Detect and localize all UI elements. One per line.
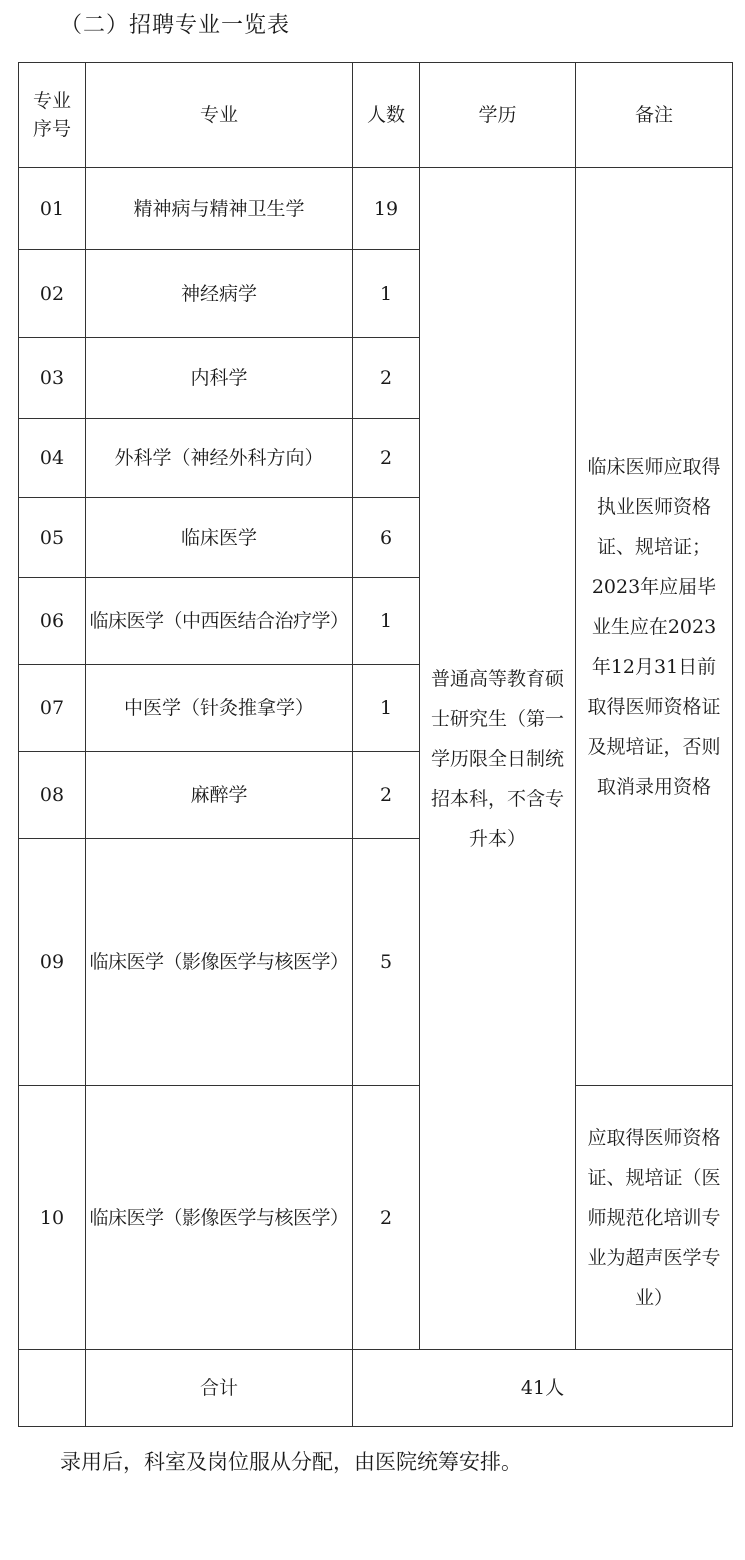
row-count: 6	[353, 498, 420, 578]
header-major: 专业	[86, 63, 353, 168]
remark-cell-2: 应取得医师资格证、规培证（医师规范化培训专业为超声医学专业）	[576, 1086, 733, 1350]
page-title: （二）招聘专业一览表	[60, 13, 291, 38]
row-count: 5	[353, 839, 420, 1086]
header-count: 人数	[353, 63, 420, 168]
row-seq: 02	[19, 250, 86, 338]
row-seq: 06	[19, 578, 86, 665]
row-count: 2	[353, 338, 420, 419]
total-row	[19, 1350, 733, 1427]
table-row	[19, 1086, 733, 1350]
total-label: 合计	[86, 1350, 353, 1427]
education-cell: 普通高等教育硕士研究生（第一学历限全日制统招本科，不含专升本）	[420, 168, 576, 1350]
row-major: 麻醉学	[86, 752, 353, 839]
table-row	[19, 168, 733, 250]
row-seq: 05	[19, 498, 86, 578]
row-major: 内科学	[86, 338, 353, 419]
row-count: 1	[353, 665, 420, 752]
row-count: 1	[353, 578, 420, 665]
row-count: 19	[353, 168, 420, 250]
row-major: 中医学（针灸推拿学）	[86, 665, 353, 752]
row-major: 临床医学（影像医学与核医学）	[86, 1086, 353, 1350]
row-major: 精神病与精神卫生学	[86, 168, 353, 250]
row-seq: 10	[19, 1086, 86, 1350]
row-count: 2	[353, 1086, 420, 1350]
row-seq: 07	[19, 665, 86, 752]
row-seq: 03	[19, 338, 86, 419]
header-seq: 专业序号	[19, 63, 86, 168]
row-count: 1	[353, 250, 420, 338]
total-empty-cell	[19, 1350, 86, 1427]
row-major: 临床医学（中西医结合治疗学）	[86, 578, 353, 665]
table-header-row	[19, 63, 733, 168]
footer-note: 录用后，科室及岗位服从分配，由医院统筹安排。	[60, 1450, 522, 1474]
row-count: 2	[353, 419, 420, 498]
row-major: 神经病学	[86, 250, 353, 338]
row-seq: 01	[19, 168, 86, 250]
remark-cell-1: 临床医师应取得执业医师资格证、规培证；2023年应届毕业生应在2023年12月31日前取得医师资格证及规培证，否则取消录用资格	[576, 168, 733, 1086]
row-seq: 04	[19, 419, 86, 498]
row-count: 2	[353, 752, 420, 839]
row-seq: 09	[19, 839, 86, 1086]
row-major: 外科学（神经外科方向）	[86, 419, 353, 498]
row-seq: 08	[19, 752, 86, 839]
recruitment-table	[18, 62, 733, 1427]
header-remark: 备注	[576, 63, 733, 168]
total-value: 41人	[353, 1350, 733, 1427]
header-education: 学历	[420, 63, 576, 168]
row-major: 临床医学	[86, 498, 353, 578]
row-major: 临床医学（影像医学与核医学）	[86, 839, 353, 1086]
